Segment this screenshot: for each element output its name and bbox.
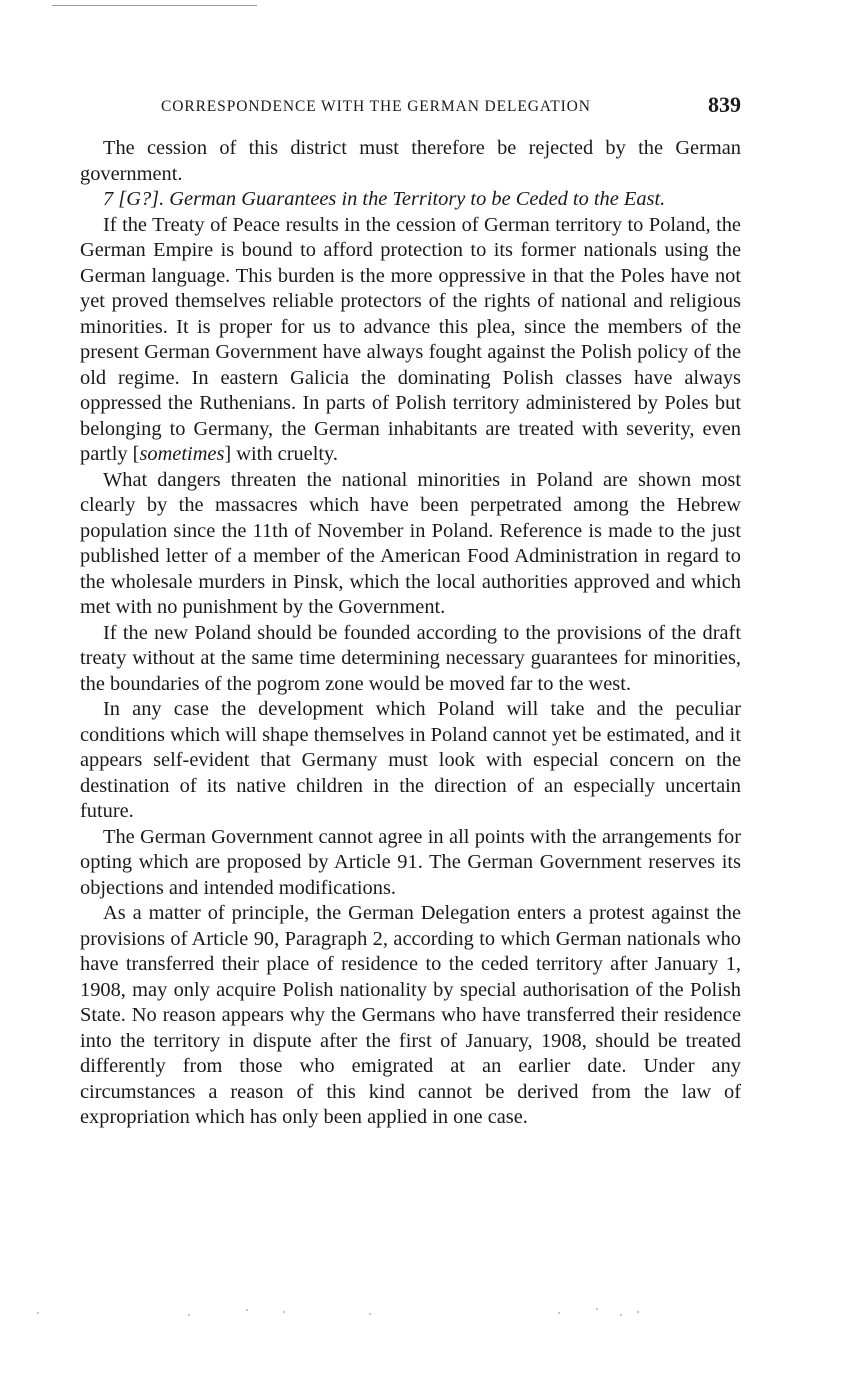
body-text [80, 136, 741, 1131]
paragraph-4: In any case the development which Poland will take and the peculiar conditions which will shape themselves in Poland cannot yet be estimated, and it appears self-evident that Germany must look with especial concern on the destination of its native children in the direction of an especially uncertain future. [80, 698, 741, 822]
paragraph-2: What dangers threaten the national minorities in Poland are shown most clearly by the massacres which have been perpetrated among the Hebrew population since the 11th of November in Poland. Reference is made to the just published letter of a member of the American Food Administration in regard to the wholesale murders in Pinsk, which the local authorities approved and which met with no punishment by the Government. [80, 468, 741, 618]
paragraph-3: If the new Poland should be founded according to the provisions of the draft treaty without at the same time determining necessary guarantees for minorities, the boundaries of the pogrom zone would be moved far to the west. [80, 621, 741, 695]
paragraph-1-text: If the Treaty of Peace results in the cession of German territory to Poland, the German Empire is bound to afford protection to its former nationals using the German language. This burden is the more oppressive in that the Poles have not yet proved themselves reliable protectors of the rights of national and religious minorities. It is proper for us to advance this plea, since the members of the present German Government have always fought against the Polish policy of the old regime. In eastern Galicia the dominating Polish classes have always oppressed the Ruthenians. In parts of Polish territory administered by Poles but belonging to Germany, the German inhabitants are treated with severity, even partly [ [80, 213, 741, 465]
paragraph-1-italic: sometimes [139, 443, 225, 465]
paragraph-1 [80, 213, 741, 468]
page-number: 839 [708, 92, 741, 117]
top-rule [52, 5, 257, 6]
running-title: CORRESPONDENCE WITH THE GERMAN DELEGATION [161, 98, 591, 115]
section-number: 7 [G?]. [103, 188, 165, 210]
intro-paragraph: The cession of this district must therefore be rejected by the German government. [80, 137, 741, 185]
section-title: German Guarantees in the Territory to be Ceded to the East. [169, 188, 666, 210]
running-head [161, 92, 745, 122]
section-heading [80, 187, 741, 213]
paragraph-6: As a matter of principle, the German Delegation enters a protest against the provisions of Article 90, Paragraph 2, according to which German nationals who have transferred their place of residence to the ceded territory after January 1, 1908, may only acquire Polish nationality by special authorisation of the Polish State. No reason appears why the Germans who have transferred their residence into the territory in dispute after the first of January, 1908, should be treated differently from those who emigrated at an earlier date. Under any circumstances a reason of this kind cannot be derived from the law of expropriation which has only been applied in one case. [80, 902, 741, 1128]
paragraph-5: The German Government cannot agree in all points with the arrangements for opting which are proposed by Article 91. The German Government reserves its objections and intended modifications. [80, 825, 741, 899]
scan-specks [0, 1300, 850, 1330]
paragraph-1-end: ] with cruelty. [224, 443, 339, 465]
